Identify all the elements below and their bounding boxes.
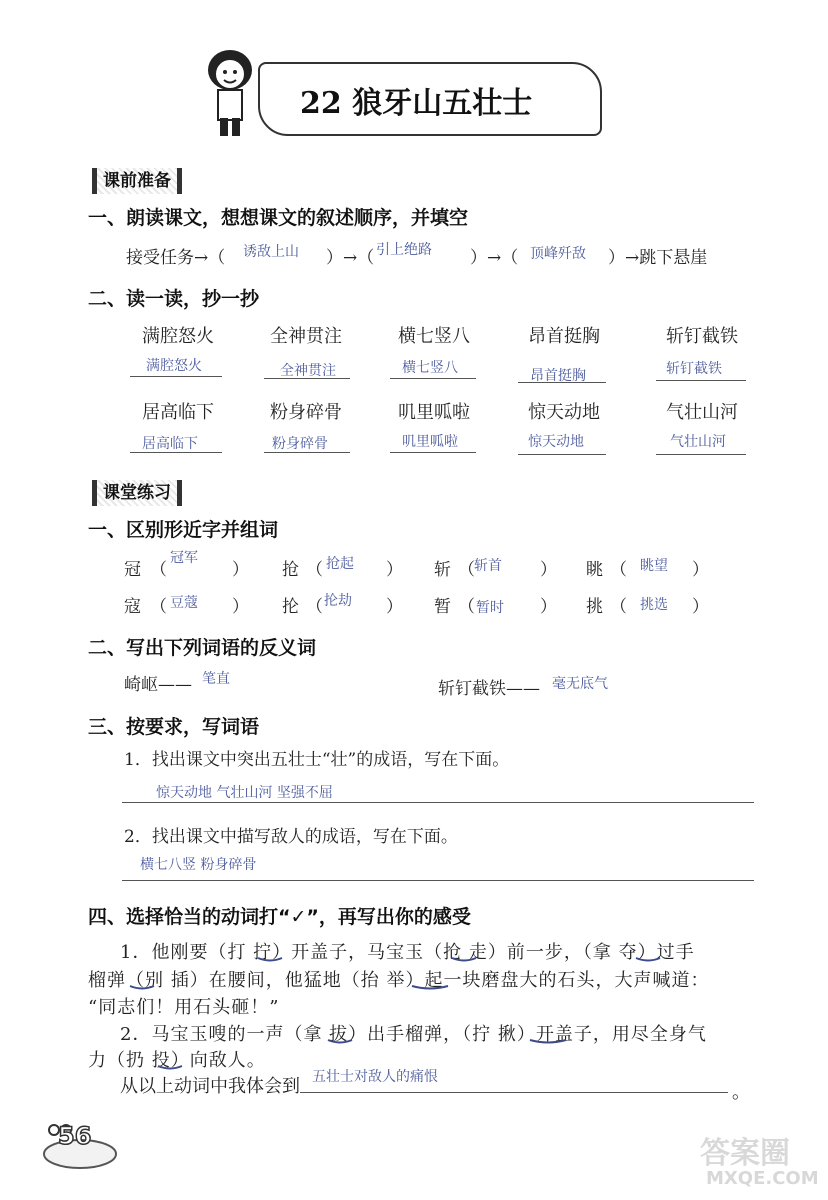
paren-close: ） [386, 560, 403, 580]
watermark-logo: 答案圈 [700, 1136, 790, 1171]
q4-line-5: 力（扔 投）向敌人。 [88, 1050, 266, 1071]
similar-char-answer: 暂时 [476, 600, 504, 616]
q1-arrow-2: ）→（ [470, 248, 519, 268]
vocab-word: 满腔怒火 [142, 326, 214, 347]
similar-char: 寇 [124, 597, 141, 617]
q4-feeling-prompt: 从以上动词中我体会到 [120, 1076, 300, 1097]
q1-start: 接受任务→（ [126, 248, 226, 268]
s2-q2-heading: 二、写出下列词语的反义词 [88, 637, 317, 659]
q4-feeling-end: 。 [732, 1082, 750, 1103]
similar-char: 斩 [434, 560, 451, 580]
s2-q1-heading: 一、区别形近字并组词 [88, 519, 279, 541]
vocab-word: 粉身碎骨 [270, 402, 342, 423]
q3-answer-1: 惊天动地 气壮山河 坚强不屈 [156, 785, 333, 801]
q4-line-2: 榴弹（别 插）在腰间，他猛地（抬 举）起一块磨盘大的石头，大声喊道： [88, 970, 710, 991]
similar-char-answer: 冠军 [170, 550, 198, 566]
vocab-answer: 居高临下 [142, 436, 198, 452]
vocab-answer: 叽里呱啦 [402, 434, 458, 450]
watermark-url: MXQE.COM [706, 1168, 819, 1189]
paren-close: ） [540, 597, 557, 617]
q1-answer-1: 诱敌上山 [243, 244, 299, 260]
vocab-answer: 气壮山河 [670, 434, 726, 450]
vocab-word: 斩钉截铁 [666, 326, 738, 347]
paren-open: （ [306, 560, 323, 580]
q4-line-4: 2．马宝玉嗖的一声（拿 拔）出手榴弹，（拧 揪）开盖子，用尽全身气 [120, 1024, 707, 1045]
q4-line-3: “同志们！用石头砸！” [88, 997, 280, 1018]
q1-end: ）→跳下悬崖 [608, 248, 708, 268]
s2-q4-heading: 四、选择恰当的动词打“✓”，再写出你的感受 [88, 906, 471, 928]
page-number: 56 [58, 1122, 92, 1150]
s2-q3-heading: 三、按要求，写词语 [88, 716, 260, 738]
vocab-answer: 斩钉截铁 [666, 361, 722, 377]
similar-char-answer: 豆蔻 [170, 595, 198, 611]
vocab-answer: 昂首挺胸 [530, 368, 586, 384]
vocab-answer: 全神贯注 [280, 363, 336, 379]
similar-char-answer: 抢起 [326, 556, 354, 572]
paren-close: ） [540, 560, 557, 580]
antonym-item-1: 崎岖—— [124, 675, 192, 695]
paren-close: ） [232, 560, 249, 580]
q1-arrow-1: ）→（ [326, 248, 375, 268]
vocab-word: 昂首挺胸 [528, 326, 600, 347]
vocab-answer: 满腔怒火 [146, 358, 202, 374]
paren-open: （ [458, 560, 475, 580]
q4-line-1: 1．他刚要（打 拧）开盖子，马宝玉（抢 走）前一步，（拿 夺）过手 [120, 942, 695, 963]
similar-char-answer: 斩首 [474, 558, 502, 574]
vocab-word: 叽里呱啦 [398, 402, 470, 423]
q3-prompt-1: 1．找出课文中突出五壮士“壮”的成语，写在下面。 [124, 750, 510, 770]
vocab-word: 气壮山河 [666, 402, 738, 423]
similar-char-answer: 抡劫 [324, 593, 352, 609]
vocab-answer: 粉身碎骨 [272, 436, 328, 452]
paren-open: （ [306, 597, 323, 617]
paren-open: （ [610, 560, 627, 580]
antonym-answer-1: 笔直 [202, 671, 230, 687]
paren-close: ） [692, 560, 709, 580]
paren-close: ） [386, 597, 403, 617]
similar-char: 挑 [586, 597, 603, 617]
q1-answer-3: 顶峰歼敌 [530, 246, 586, 262]
section-badge-preparation: 课前准备 [92, 168, 182, 194]
vocab-word: 横七竖八 [398, 326, 470, 347]
similar-char: 抡 [282, 597, 299, 617]
paren-open: （ [610, 597, 627, 617]
antonym-answer-2: 毫无底气 [552, 676, 608, 692]
paren-open: （ [150, 560, 167, 580]
similar-char: 冠 [124, 560, 141, 580]
vocab-word: 全神贯注 [270, 326, 342, 347]
vocab-word: 惊天动地 [528, 402, 600, 423]
paren-open: （ [150, 597, 167, 617]
similar-char: 抢 [282, 560, 299, 580]
similar-char-answer: 眺望 [640, 558, 668, 574]
vocab-answer: 惊天动地 [528, 434, 584, 450]
q3-answer-2: 横七八竖 粉身碎骨 [140, 857, 257, 873]
page-title: 22 狼牙山五壮士 [300, 86, 533, 121]
similar-char: 暂 [434, 597, 451, 617]
vocab-answer: 横七竖八 [402, 360, 458, 376]
similar-char: 眺 [586, 560, 603, 580]
q3-prompt-2: 2．找出课文中描写敌人的成语，写在下面。 [124, 827, 458, 847]
similar-char-answer: 挑选 [640, 597, 668, 613]
q1-answer-2: 引上绝路 [376, 242, 432, 258]
vocab-word: 居高临下 [142, 402, 214, 423]
q1-heading: 一、朗读课文，想想课文的叙述顺序，并填空 [88, 207, 469, 229]
q4-feeling-answer: 五壮士对敌人的痛恨 [312, 1069, 438, 1085]
paren-close: ） [232, 597, 249, 617]
section-badge-practice: 课堂练习 [92, 480, 182, 506]
antonym-item-2: 斩钉截铁—— [438, 679, 540, 699]
paren-open: （ [458, 597, 475, 617]
paren-close: ） [692, 597, 709, 617]
q2-heading: 二、读一读，抄一抄 [88, 288, 260, 310]
